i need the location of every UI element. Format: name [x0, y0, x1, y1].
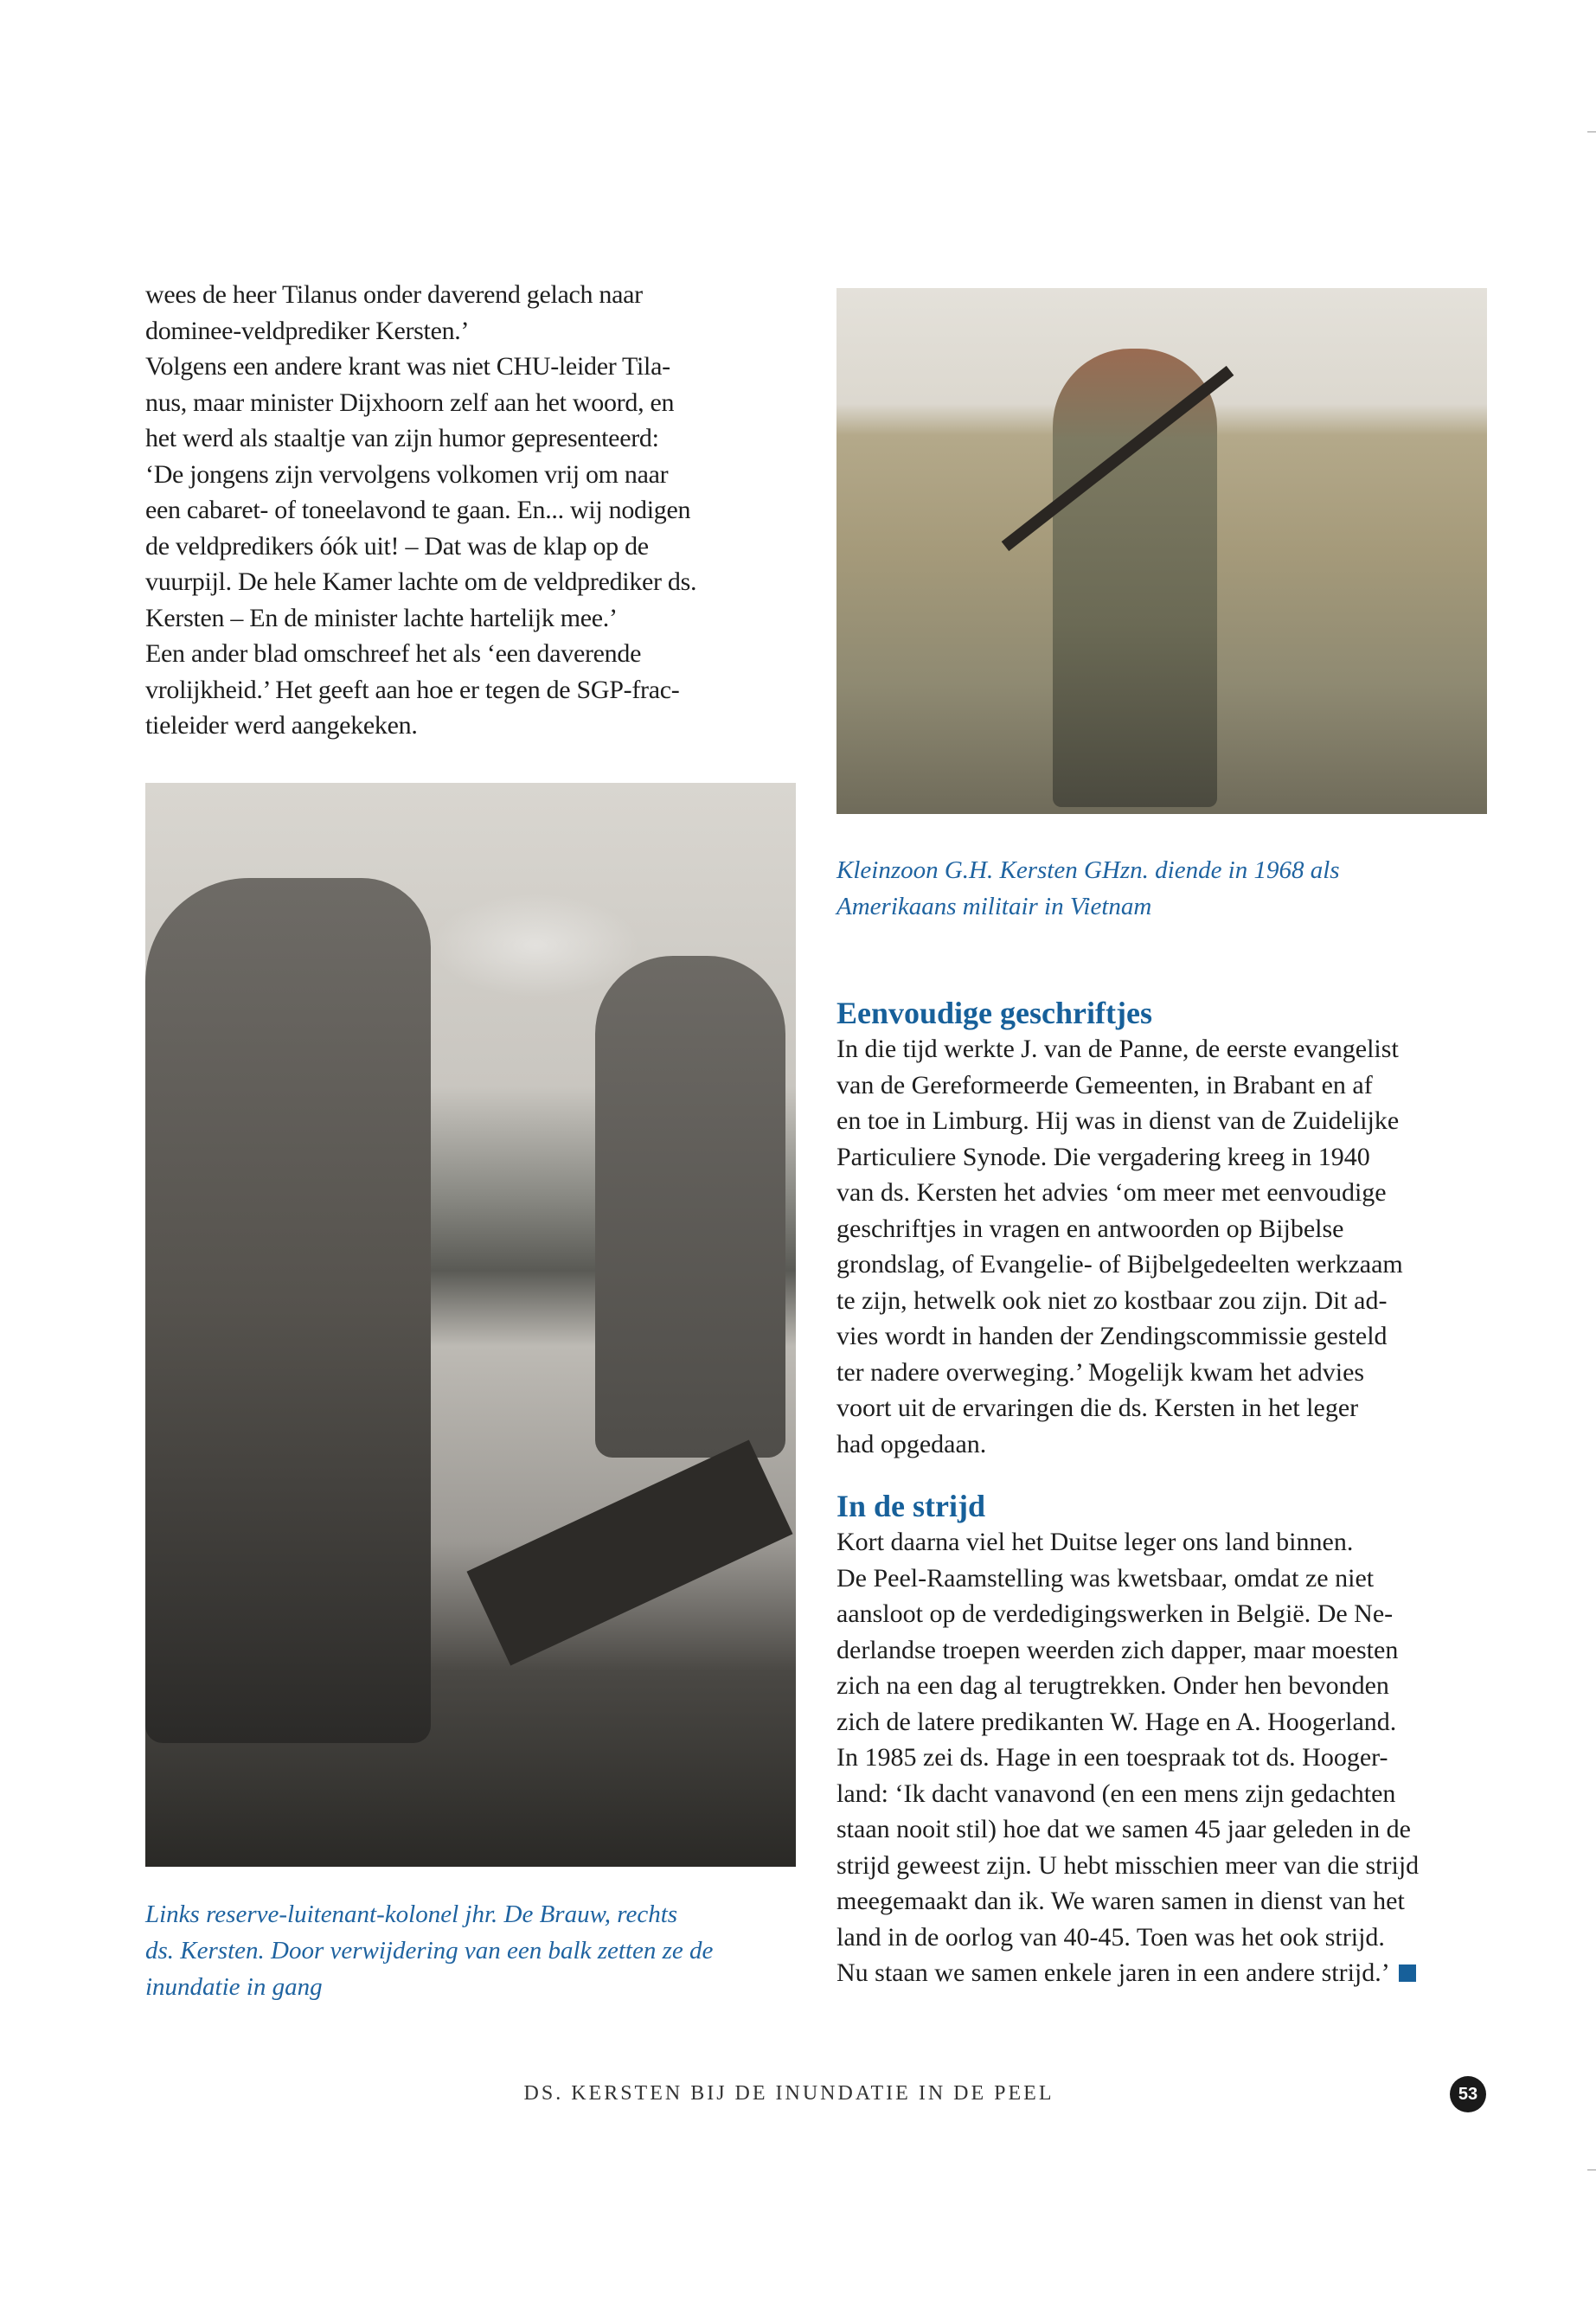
text-line: ter nadere overweging.’ Mogelijk kwam het advies: [836, 1357, 1365, 1387]
text-line: Volgens een andere krant was niet CHU-leider Tila-: [145, 352, 670, 381]
section-body-in-de-strijd: [836, 1524, 1529, 1991]
text-line: Particuliere Synode. Die vergadering kreeg in 1940: [836, 1142, 1370, 1171]
text-line: vuurpijl. De hele Kamer lachte om de veldprediker ds.: [145, 567, 697, 596]
text-line: In die tijd werkte J. van de Panne, de eerste evangelist: [836, 1035, 1399, 1063]
text-line: Kersten – En de minister lachte hartelijk mee.’: [145, 603, 618, 632]
text-line: zich de latere predikanten W. Hage en A. Hoogerland.: [836, 1707, 1397, 1736]
photo-figure-de-brauw: [145, 878, 431, 1743]
text-line: geschriftjes in vragen en antwoorden op Bijbelse: [836, 1214, 1344, 1243]
text-line: Nu staan we samen enkele jaren in een andere strijd.’: [836, 1955, 1416, 1991]
text-line: een cabaret- of toneelavond te gaan. En... wij nodigen: [145, 496, 691, 524]
caption-line: Amerikaans militair in Vietnam: [836, 893, 1152, 920]
caption-line: Kleinzoon G.H. Kersten GHzn. diende in 1968 als: [836, 856, 1340, 884]
text-line: dominee-veldprediker Kersten.’: [145, 316, 470, 345]
text-line: land: ‘Ik dacht vanavond (en een mens zijn gedachten: [836, 1779, 1396, 1808]
text-line: tieleider werd aangekeken.: [145, 711, 418, 740]
crop-mark: [1587, 131, 1596, 132]
text-line: vrolijkheid.’ Het geeft aan hoe er tegen de SGP-frac-: [145, 675, 680, 704]
text-line: het werd als staaltje van zijn humor gepresenteerd:: [145, 424, 659, 452]
text-line: meegemaakt dan ik. We waren samen in dienst van het: [836, 1887, 1405, 1915]
caption-inundation-photo: [145, 1896, 811, 2005]
text-line: In 1985 zei ds. Hage in een toespraak tot ds. Hooger-: [836, 1743, 1388, 1772]
section-heading-in-de-strijd: In de strijd: [836, 1489, 986, 1523]
text-line: Kort daarna viel het Duitse leger ons land binnen.: [836, 1528, 1354, 1556]
text-line: staan nooit stil) hoe dat we samen 45 jaar geleden in de: [836, 1815, 1411, 1843]
section-heading-eenvoudige-geschriftjes: Eenvoudige geschriftjes: [836, 996, 1152, 1030]
photo-figure: [1053, 349, 1217, 807]
text-line: te zijn, hetwelk ook niet zo kostbaar zou zijn. Dit ad-: [836, 1285, 1388, 1315]
caption-line: ds. Kersten. Door verwijdering van een balk zetten ze de: [145, 1937, 714, 1965]
text-line: zich na een dag al terugtrekken. Onder hen bevonden: [836, 1671, 1389, 1700]
running-title: DS. KERSTEN BIJ DE INUNDATIE IN DE PEEL: [523, 2082, 1054, 2105]
text-line: Een ander blad omschreef het als ‘een daverende: [145, 639, 642, 668]
right-column-text: [836, 995, 1529, 1991]
text-line: voort uit de ervaringen die ds. Kersten in het leger: [836, 1394, 1359, 1422]
text-line: wees de heer Tilanus onder daverend gelach naar: [145, 280, 643, 309]
text-line: van de Gereformeerde Gemeenten, in Brabant en af: [836, 1070, 1373, 1099]
text-line: nus, maar minister Dijxhoorn zelf aan het woord, en: [145, 388, 675, 417]
text-line: vies wordt in handen der Zendingscommissie gesteld: [836, 1322, 1388, 1350]
caption-vietnam-photo: [836, 852, 1494, 925]
caption-line: Links reserve-luitenant-kolonel jhr. De Brauw, rechts: [145, 1900, 678, 1928]
section-body-eenvoudige-geschriftjes: [836, 1031, 1529, 1462]
text-line: grondslag, of Evangelie- of Bijbelgedeelten werkzaam: [836, 1250, 1403, 1279]
text-line: De Peel-Raamstelling was kwetsbaar, omdat ze niet: [836, 1563, 1375, 1593]
text-line: derlandse troepen weerden zich dapper, maar moesten: [836, 1635, 1399, 1664]
end-of-article-square-icon: [1399, 1965, 1416, 1982]
photo-figure-kersten: [595, 956, 785, 1458]
caption-line: inundatie in gang: [145, 1973, 323, 2001]
text-line: de veldpredikers óók uit! – Dat was de klap op de: [145, 531, 649, 561]
photo-beam: [467, 1440, 793, 1666]
text-line: strijd geweest zijn. U hebt misschien meer van die strijd: [836, 1850, 1420, 1880]
page-number: 53: [1450, 2076, 1486, 2112]
text-line: en toe in Limburg. Hij was in dienst van de Zuidelijke: [836, 1106, 1400, 1135]
text-line: land in de oorlog van 40-45. Toen was het ook strijd.: [836, 1922, 1385, 1952]
text-line: van ds. Kersten het advies ‘om meer met eenvoudige: [836, 1178, 1387, 1207]
text-line: ‘De jongens zijn vervolgens volkomen vrij om naar: [145, 459, 669, 489]
left-column-text: [145, 277, 803, 744]
photo-inundation: [145, 783, 796, 1867]
photo-soldier-vietnam: [836, 288, 1487, 814]
text-line: had opgedaan.: [836, 1429, 987, 1458]
text-line: aansloot op de verdedigingswerken in België. De Ne-: [836, 1599, 1394, 1628]
